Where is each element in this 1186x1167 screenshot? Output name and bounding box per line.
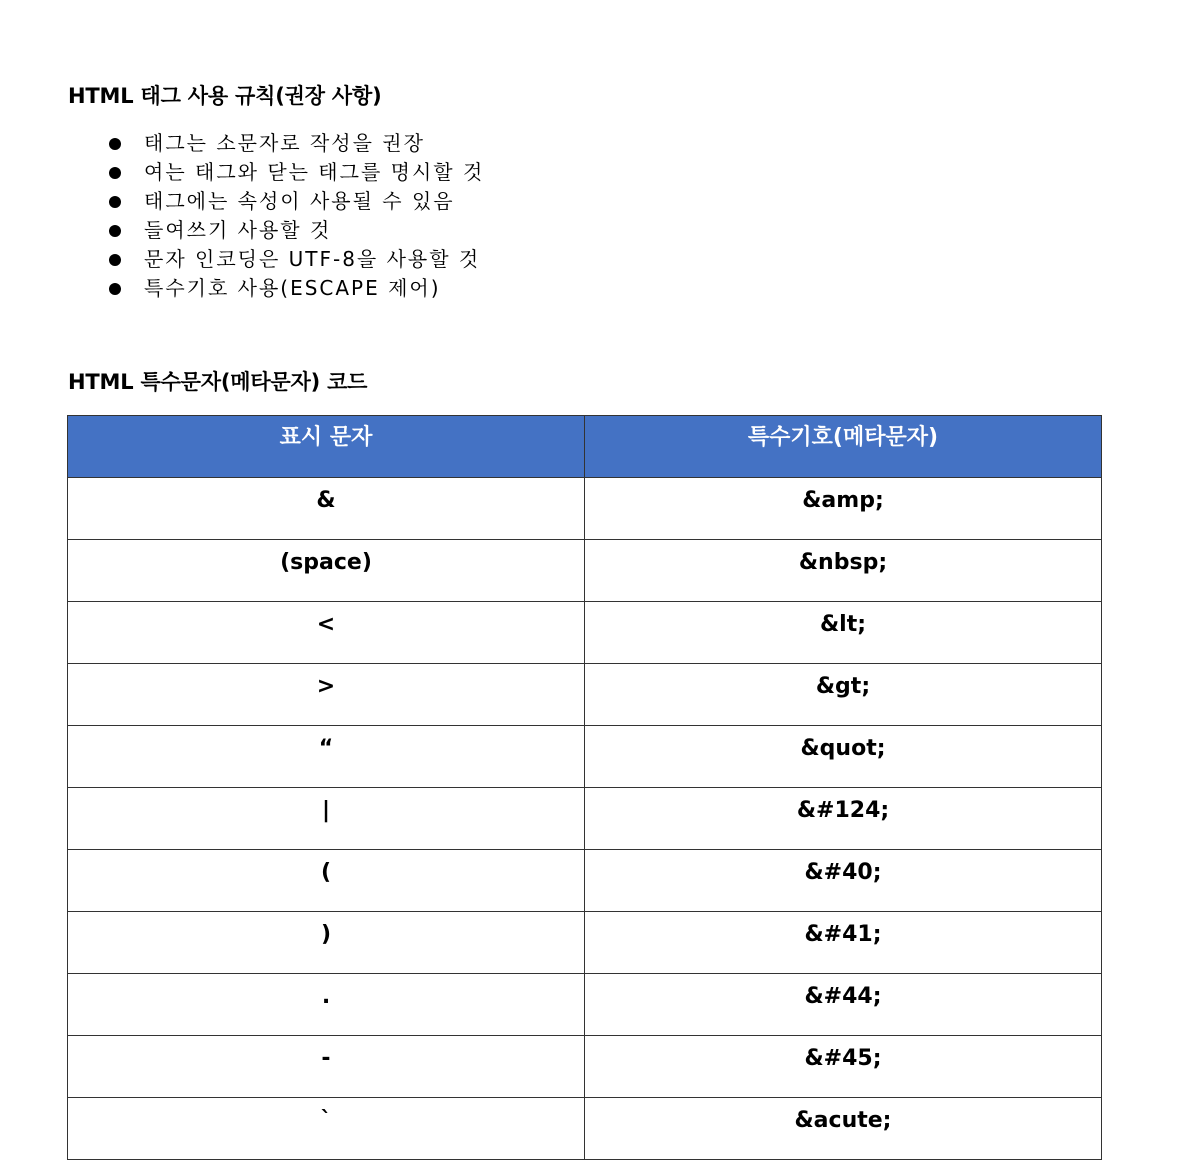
bullet-icon (109, 254, 121, 266)
display-char-cell: “ (68, 726, 585, 788)
entity-code-cell: &#41; (585, 912, 1102, 974)
table-row (68, 788, 1102, 850)
column-header-display-char: 표시 문자 (68, 416, 585, 478)
table-row (68, 912, 1102, 974)
rule-text: 태그에는 속성이 사용될 수 있음 (144, 189, 455, 213)
list-item (106, 245, 484, 274)
rule-text: 태그는 소문자로 작성을 권장 (144, 131, 425, 155)
bullet-icon (109, 167, 121, 179)
bullet-icon (109, 138, 121, 150)
tag-rules-list (106, 129, 484, 303)
table-row (68, 1098, 1102, 1160)
display-char-cell: (space) (68, 540, 585, 602)
rule-text: 문자 인코딩은 UTF-8을 사용할 것 (144, 247, 481, 271)
list-item (106, 274, 484, 303)
table-header-row (68, 416, 1102, 478)
list-item (106, 129, 484, 158)
column-header-entity-code: 특수기호(메타문자) (585, 416, 1102, 478)
list-item (106, 216, 484, 245)
list-item (106, 158, 484, 187)
entity-code-cell: &acute; (585, 1098, 1102, 1160)
display-char-cell: | (68, 788, 585, 850)
list-item (106, 187, 484, 216)
rule-text: 여는 태그와 닫는 태그를 명시할 것 (144, 160, 485, 184)
display-char-cell: ( (68, 850, 585, 912)
bullet-icon (109, 283, 121, 295)
table-row (68, 1036, 1102, 1098)
section-title-tag-rules: HTML 태그 사용 규칙(권장 사항) (68, 84, 382, 108)
display-char-cell: ` (68, 1098, 585, 1160)
entity-code-cell: &nbsp; (585, 540, 1102, 602)
display-char-cell: - (68, 1036, 585, 1098)
entity-code-cell: &lt; (585, 602, 1102, 664)
bullet-icon (109, 225, 121, 237)
rule-text: 들여쓰기 사용할 것 (144, 218, 332, 242)
display-char-cell: . (68, 974, 585, 1036)
bullet-icon (109, 196, 121, 208)
rule-text: 특수기호 사용(ESCAPE 제어) (144, 276, 441, 300)
table-row (68, 726, 1102, 788)
display-char-cell: ) (68, 912, 585, 974)
entity-code-cell: &gt; (585, 664, 1102, 726)
special-chars-table-wrapper (67, 415, 1102, 1160)
section-title-special-chars: HTML 특수문자(메타문자) 코드 (68, 370, 368, 394)
display-char-cell: < (68, 602, 585, 664)
display-char-cell: > (68, 664, 585, 726)
display-char-cell: & (68, 478, 585, 540)
table-row (68, 664, 1102, 726)
table-row (68, 850, 1102, 912)
entity-code-cell: &#124; (585, 788, 1102, 850)
entity-code-cell: &#45; (585, 1036, 1102, 1098)
entity-code-cell: &#44; (585, 974, 1102, 1036)
table-row (68, 478, 1102, 540)
table-row (68, 540, 1102, 602)
entity-code-cell: &quot; (585, 726, 1102, 788)
table-row (68, 974, 1102, 1036)
table-row (68, 602, 1102, 664)
entity-code-cell: &#40; (585, 850, 1102, 912)
entity-code-cell: &amp; (585, 478, 1102, 540)
special-chars-table (67, 415, 1102, 1160)
